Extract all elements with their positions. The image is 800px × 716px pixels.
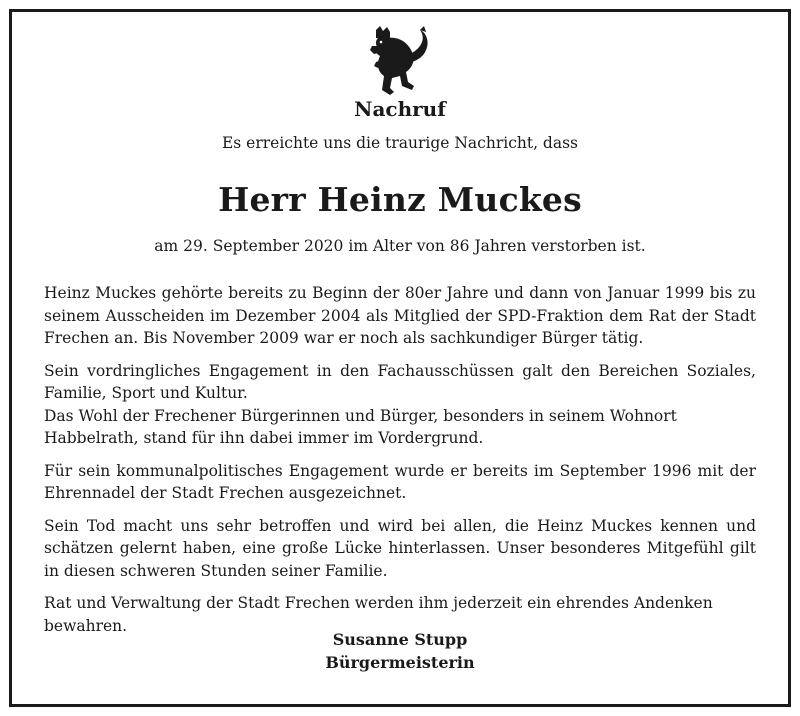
date-line: am 29. September 2020 im Alter von 86 Jahren verstorben ist. [154, 237, 646, 255]
notice-title: Nachruf [354, 97, 446, 121]
body-paragraph: Heinz Muckes gehörte bereits zu Beginn der 80er Jahre und dann von Januar 1999 bis zu seinem Ausscheiden im Dezember 2004 als Mitglied der SPD-Fraktion dem Rat der Stadt Frechen an. Bis November 2009 war er noch als sachkundiger Bürger tätig. [44, 284, 756, 347]
signature-block [0, 628, 800, 674]
body-paragraph: Rat und Verwaltung der Stadt Frechen werden ihm jederzeit ein ehrendes Andenken bewahren. [44, 594, 713, 635]
body-paragraph: Sein vordringliches Engagement in den Fachausschüssen galt den Bereichen Soziales, Familie, Sport und Kultur. [44, 361, 756, 402]
notice-body [44, 282, 756, 647]
body-paragraph: Das Wohl der Frechener Bürgerinnen und Bürger, besonders in seinem Wohnort Habbelrath, stand für ihn dabei immer im Vordergrund. [44, 406, 677, 447]
body-paragraph: Für sein kommunalpolitisches Engagement wurde er bereits im September 1996 mit der Ehrennadel der Stadt Frechen ausgezeichnet. [44, 461, 756, 502]
body-paragraph: Sein Tod macht uns sehr betroffen und wird bei allen, die Heinz Muckes kennen und schätzen gelernt haben, eine große Lücke hinterlassen. Unser besonderes Mitgefühl gilt in diesen schweren Stunden seiner Familie. [44, 516, 756, 580]
intro-line: Es erreichte uns die traurige Nachricht, dass [221, 134, 579, 152]
signatory-name: Susanne Stupp [332, 630, 468, 649]
signatory-role: Bürgermeisterin [325, 653, 475, 672]
lion-crest-icon [368, 26, 432, 96]
deceased-name: Herr Heinz Muckes [218, 180, 582, 219]
